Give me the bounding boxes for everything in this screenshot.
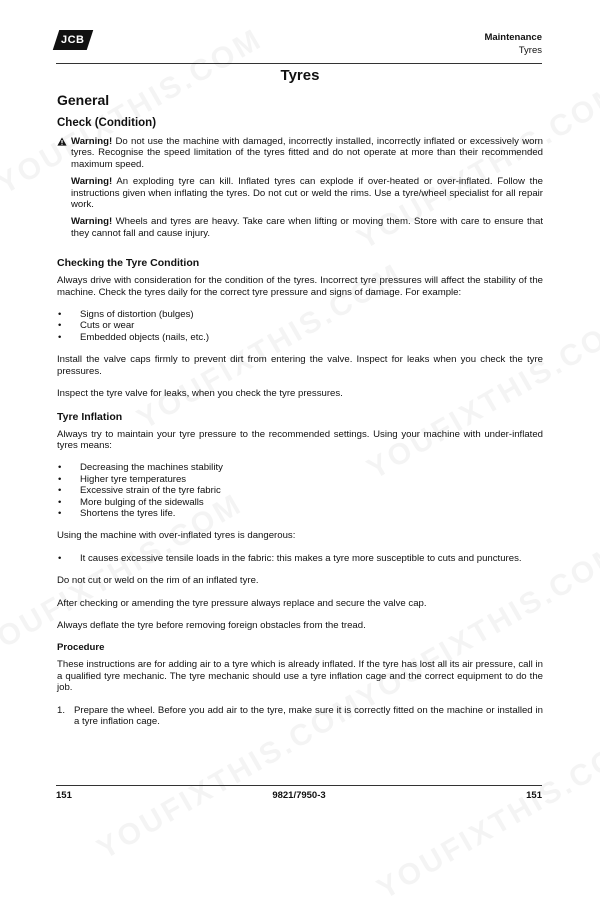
procedure-steps [57, 705, 543, 728]
page-footer [56, 790, 542, 801]
page-title: Tyres [280, 67, 320, 84]
over-inflated-paragraph: Using the machine with over-inflated tyres is dangerous: [57, 530, 296, 542]
valve-cap-paragraph: Install the valve caps firmly to prevent dirt from entering the valve. Inspect for leaks when you check the tyre pressures. [57, 354, 543, 377]
page-content [57, 67, 543, 733]
page-number-left: 151 [56, 790, 72, 801]
condition-list [57, 309, 543, 343]
list-item: • Higher tyre temperatures [57, 474, 543, 485]
procedure-heading: Procedure [57, 642, 105, 654]
warning-triangle-icon [57, 137, 67, 146]
condition-intro: Always drive with consideration for the condition of the tyres. Incorrect tyre pressures will affect the stability of the machine. Check the tyres daily for the correct tyre pressure and signs of damage. For example: [57, 275, 543, 298]
under-inflated-list [57, 462, 543, 519]
list-item: • Signs of distortion (bulges) [57, 309, 543, 320]
inflation-heading: Tyre Inflation [57, 410, 123, 423]
valve-leak-paragraph: Inspect the tyre valve for leaks, when you check the tyre pressures. [57, 388, 343, 400]
list-item: • Excessive strain of the tyre fabric [57, 485, 543, 496]
list-item: • Cuts or wear [57, 320, 543, 331]
header-section: Maintenance [484, 32, 542, 43]
document-number: 9821/7950-3 [272, 790, 326, 801]
deflate-paragraph: Always deflate the tyre before removing foreign obstacles from the tread. [57, 619, 366, 631]
condition-heading: Checking the Tyre Condition [57, 257, 200, 270]
watermark [372, 727, 600, 907]
list-item: • Embedded objects (nails, etc.) [57, 332, 543, 343]
procedure-intro: These instructions are for adding air to a tyre which is already inflated. If the tyre has lost all its air pressure, call in a qualified tyre mechanic. The tyre mechanic should use a tyre inflation cage and the correct equipment to do the job. [57, 659, 543, 694]
warning-1: Warning! Do not use the machine with damaged, incorrectly installed, incorrectly inflated or excessively worn tyres. Recognise the speed limitation of the tyres fitted and do not operate at more than their recommended maximum speed. [71, 136, 543, 170]
valve-cap-replace-paragraph: After checking or amending the tyre pressure always replace and secure the valve cap. [57, 597, 427, 609]
jcb-logo: JCB [53, 30, 93, 50]
warning-2: Warning! An exploding tyre can kill. Inflated tyres can explode if over-heated or over-inflated. Follow the instructions given when inflating the tyres. Do not cut or weld the rims. Use a tyre/wheel specialist for all repair work. [71, 176, 543, 211]
general-heading: General [57, 92, 110, 108]
over-inflated-list [57, 553, 543, 564]
running-header [484, 31, 542, 57]
procedure-step: 1. Prepare the wheel. Before you add air to the tyre, make sure it is correctly fitted on the machine or installed in a tyre inflation cage. [57, 704, 543, 727]
footer-rule [56, 785, 542, 786]
check-heading: Check (Condition) [57, 117, 157, 129]
list-item: • It causes excessive tensile loads in the fabric: this makes a tyre more susceptible to cuts and punctures. [57, 553, 543, 564]
page-number-right: 151 [526, 790, 542, 801]
inflation-intro: Always try to maintain your tyre pressure to the recommended settings. Using your machine with under-inflated tyres means: [57, 428, 543, 451]
list-item: • Decreasing the machines stability [57, 462, 543, 473]
list-item: • More bulging of the sidewalls [57, 497, 543, 508]
warning-3: Warning! Wheels and tyres are heavy. Take care when lifting or moving them. Store with care to ensure that they cannot fall and cause injury. [71, 216, 543, 239]
header-subsection: Tyres [518, 45, 542, 56]
list-item: • Shortens the tyres life. [57, 508, 543, 519]
header-rule [56, 63, 542, 64]
rim-paragraph: Do not cut or weld on the rim of an inflated tyre. [57, 575, 259, 587]
